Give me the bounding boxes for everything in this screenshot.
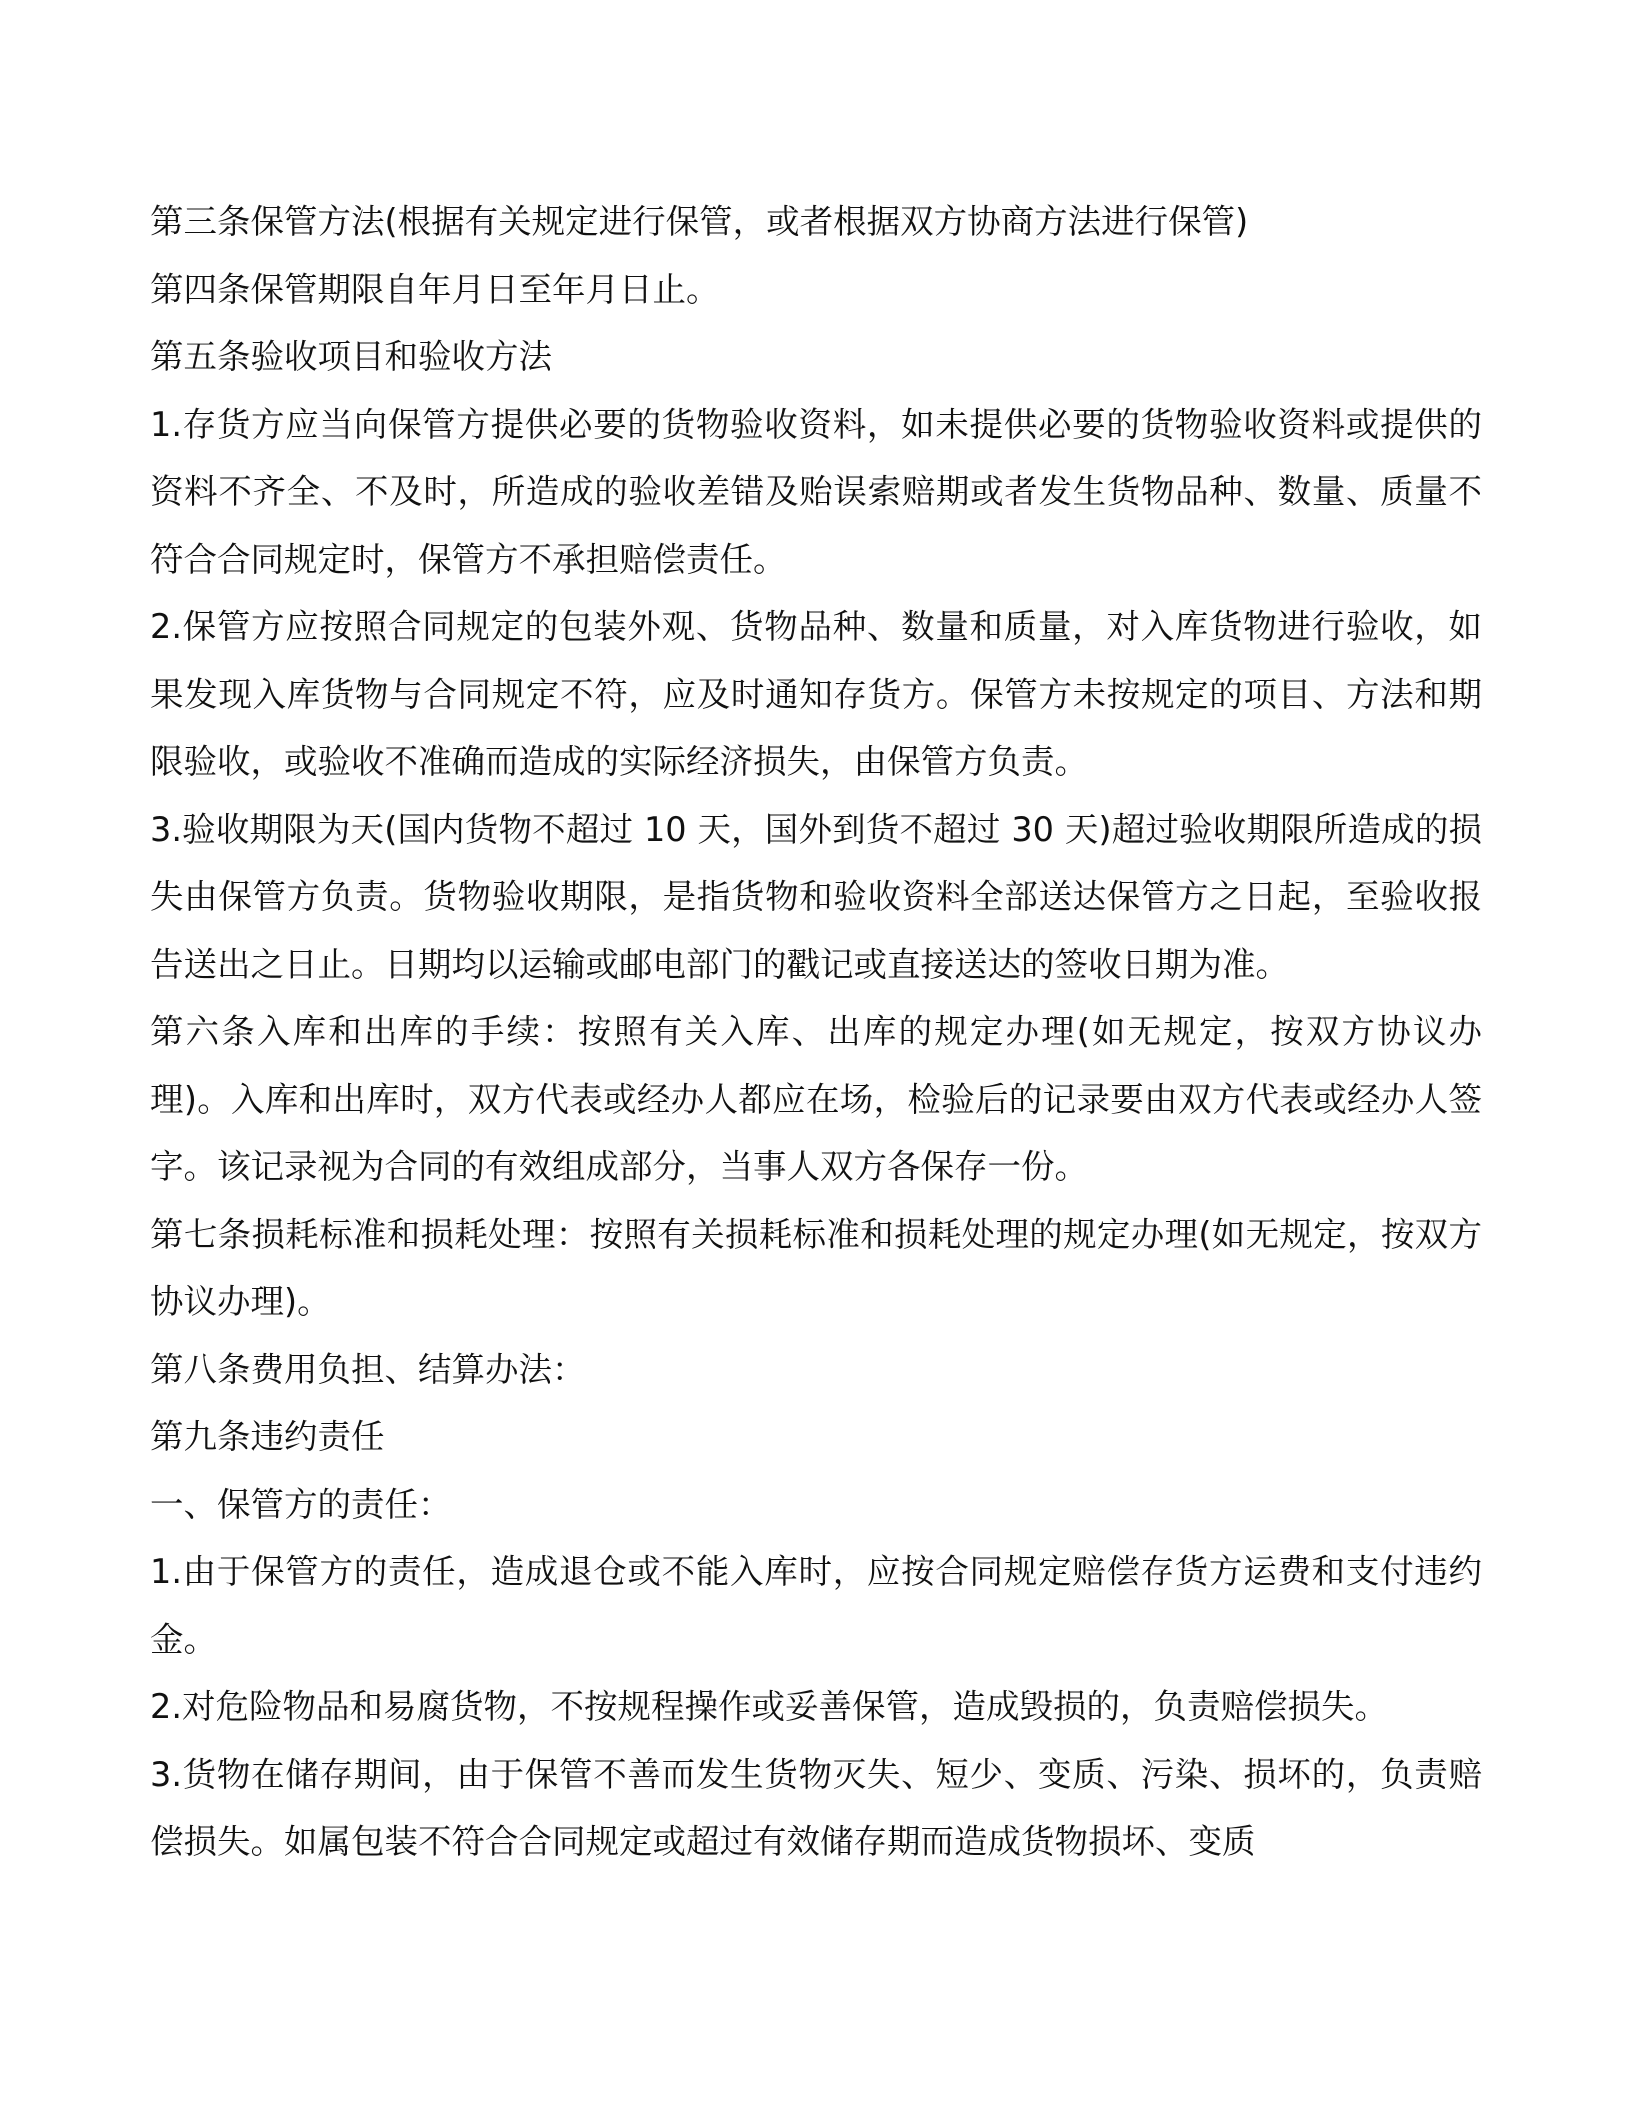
article-3-storage-method: 第三条保管方法(根据有关规定进行保管，或者根据双方协商方法进行保管) [150, 202, 1249, 241]
article-7-loss-standards: 第七条损耗标准和损耗处理：按照有关损耗标准和损耗处理的规定办理(如无规定，按双方协议办理)。 [150, 1214, 1482, 1321]
custodian-responsibility-item-2: 2.对危险物品和易腐货物，不按规程操作或妥善保管，造成毁损的，负责赔偿损失。 [150, 1687, 1388, 1726]
article-5-item-3: 3.验收期限为天(国内货物不超过 10 天，国外到货不超过 30 天)超过验收期限所造成的损失由保管方负责。货物验收期限，是指货物和验收资料全部送达保管方之日起，至验收报告送出之日止。日期均以运输或邮电部门的戳记或直接送达的签收日期为准。 [150, 809, 1482, 984]
custodian-responsibility-item-1: 1.由于保管方的责任，造成退仓或不能入库时，应按合同规定赔偿存货方运费和支付违约金。 [150, 1552, 1482, 1659]
article-8-fees-settlement: 第八条费用负担、结算办法： [150, 1349, 586, 1389]
article-9-heading: 第九条违约责任 [150, 1417, 385, 1456]
article-5-item-2: 2.保管方应按照合同规定的包装外观、货物品种、数量和质量，对入库货物进行验收，如果发现入库货物与合同规定不符，应及时通知存货方。保管方未按规定的项目、方法和期限验收，或验收不准确而造成的实际经济损失，由保管方负责。 [150, 607, 1482, 781]
article-4-storage-period: 第四条保管期限自年月日至年月日止。 [150, 269, 720, 309]
custodian-responsibility-item-3: 3.货物在储存期间，由于保管不善而发生货物灭失、短少、变质、污染、损坏的，负责赔偿损失。如属包装不符合合同规定或超过有效储存期而造成货物损坏、变质 [150, 1754, 1482, 1861]
document-body [150, 188, 1482, 1876]
custodian-responsibility-heading: 一、保管方的责任： [150, 1484, 452, 1524]
article-5-item-1: 1.存货方应当向保管方提供必要的货物验收资料，如未提供必要的货物验收资料或提供的资料不齐全、不及时，所造成的验收差错及贻误索赔期或者发生货物品种、数量、质量不符合合同规定时，保管方不承担赔偿责任。 [150, 404, 1482, 579]
article-5-heading: 第五条验收项目和验收方法 [150, 337, 552, 376]
article-6-warehousing-procedures: 第六条入库和出库的手续：按照有关入库、出库的规定办理(如无规定，按双方协议办理)。入库和出库时，双方代表或经办人都应在场，检验后的记录要由双方代表或经办人签字。该记录视为合同的有效组成部分，当事人双方各保存一份。 [150, 1012, 1482, 1186]
